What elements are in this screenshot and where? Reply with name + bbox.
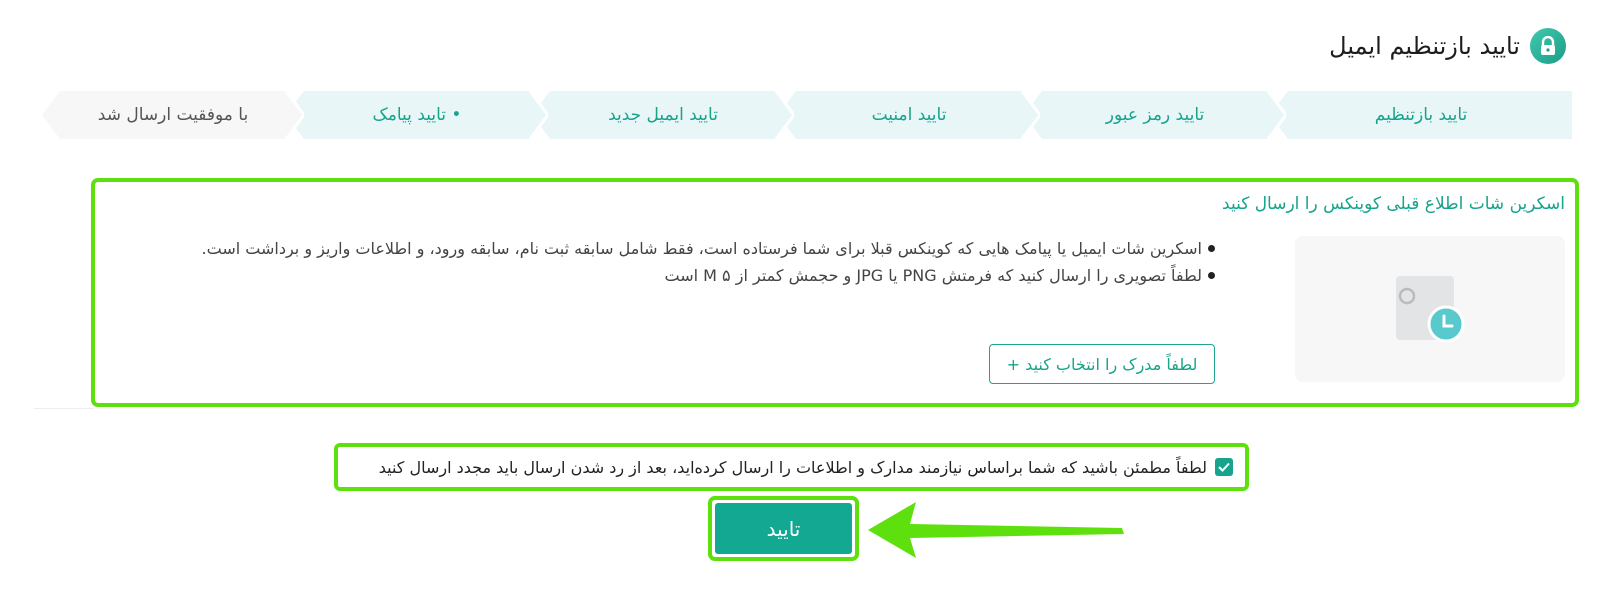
list-item: [202, 262, 1215, 289]
step-security-confirm[interactable]: [778, 91, 1040, 139]
arrow-icon: [868, 500, 1128, 560]
step-label: تایید امنیت: [871, 105, 947, 125]
divider: [34, 408, 94, 409]
submit-highlight: [708, 496, 859, 561]
check-icon: [1218, 462, 1230, 472]
upload-title: اسکرین شات اطلاع قبلی کوینکس را ارسال کنید: [1222, 194, 1565, 214]
lock-icon: [1530, 28, 1566, 64]
page-header: [1329, 28, 1566, 64]
step-label: تایید رمز عبور: [1105, 105, 1205, 125]
step-sent-success[interactable]: [42, 91, 304, 139]
step-label: تایید بازتنظیم: [1374, 105, 1468, 125]
step-sms-confirm[interactable]: [286, 91, 548, 139]
instruction-list: [202, 235, 1215, 289]
step-new-email-confirm[interactable]: [532, 91, 794, 139]
step-label: • تایید پیامک: [372, 105, 462, 125]
choose-document-button[interactable]: لطفاً مدرک را انتخاب کنید +: [989, 344, 1215, 384]
stepper: [42, 91, 1572, 139]
upload-preview[interactable]: [1295, 236, 1565, 382]
confirm-checkbox[interactable]: [1215, 458, 1233, 476]
page-title: تایید بازتنظیم ایمیل: [1329, 32, 1520, 60]
step-label: تایید ایمیل جدید: [608, 105, 718, 125]
document-clock-icon: [1394, 274, 1466, 344]
upload-section: [91, 178, 1579, 407]
instruction-text: لطفاً تصویری را ارسال کنید که فرمتش PNG یا JPG و حجمش کمتر از ۵ M است: [664, 266, 1202, 285]
step-label: با موفقیت ارسال شد: [97, 105, 249, 125]
submit-button[interactable]: تایید: [715, 503, 852, 554]
step-password-confirm[interactable]: [1024, 91, 1286, 139]
confirm-row: [334, 443, 1249, 491]
list-item: [202, 235, 1215, 262]
bullet-icon: [1208, 245, 1215, 252]
bullet-icon: [1208, 272, 1215, 279]
confirm-text: لطفاً مطمئن باشید که شما براساس نیازمند مدارک و اطلاعات را ارسال کرده‌اید، بعد از رد شدن ارسال باید مجدد ارسال کنید: [378, 457, 1207, 477]
step-reset-confirm[interactable]: [1270, 91, 1572, 139]
instruction-text: اسکرین شات ایمیل یا پیامک هایی که کوینکس قبلا برای شما فرستاده است، فقط شامل سابقه ثبت نام، سابقه ورود، و اطلاعات واریز و برداشت است.: [201, 239, 1202, 258]
